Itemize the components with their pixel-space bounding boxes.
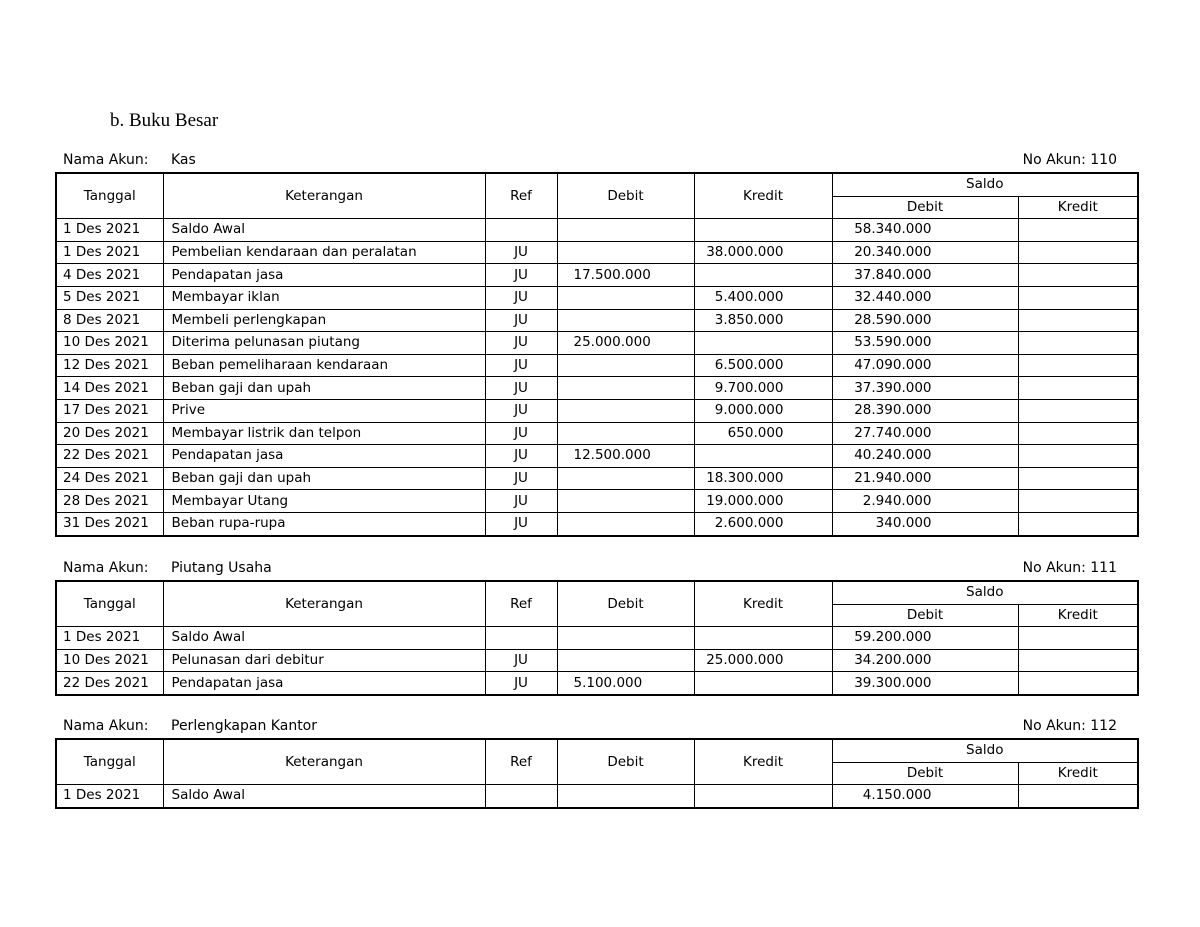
cell-ref: JU xyxy=(485,649,557,672)
cell-date: 5 Des 2021 xyxy=(56,286,163,309)
cell-description: Saldo Awal xyxy=(163,219,485,242)
cell-description: Membayar Utang xyxy=(163,490,485,513)
cell-saldo-debit: 58.340.000 xyxy=(832,219,1018,242)
cell-ref xyxy=(485,219,557,242)
cell-description: Beban pemeliharaan kendaraan xyxy=(163,354,485,377)
account-header xyxy=(55,718,1137,738)
cell-debit xyxy=(557,785,694,808)
header-tanggal: Tanggal xyxy=(56,173,163,219)
cell-ref: JU xyxy=(485,467,557,490)
header-saldo-debit: Debit xyxy=(832,196,1018,219)
ledger-table xyxy=(55,738,1139,809)
cell-date: 22 Des 2021 xyxy=(56,445,163,468)
cell-saldo-kredit xyxy=(1018,309,1138,332)
cell-saldo-debit: 40.240.000 xyxy=(832,445,1018,468)
header-debit: Debit xyxy=(557,173,694,219)
table-row xyxy=(56,309,1138,332)
table-row xyxy=(56,467,1138,490)
cell-date: 28 Des 2021 xyxy=(56,490,163,513)
header-kredit: Kredit xyxy=(694,173,832,219)
account-name: Piutang Usaha xyxy=(171,560,272,576)
cell-saldo-kredit xyxy=(1018,286,1138,309)
cell-date: 8 Des 2021 xyxy=(56,309,163,332)
header-keterangan: Keterangan xyxy=(163,581,485,627)
cell-kredit: 9.000.000 xyxy=(694,399,832,422)
cell-saldo-kredit xyxy=(1018,512,1138,535)
cell-ref: JU xyxy=(485,241,557,264)
header-saldo: Saldo xyxy=(832,739,1138,762)
cell-ref: JU xyxy=(485,309,557,332)
cell-description: Beban gaji dan upah xyxy=(163,377,485,400)
cell-ref: JU xyxy=(485,399,557,422)
cell-kredit: 650.000 xyxy=(694,422,832,445)
cell-kredit xyxy=(694,672,832,695)
header-row xyxy=(56,581,1138,604)
cell-kredit: 5.400.000 xyxy=(694,286,832,309)
cell-ref: JU xyxy=(485,672,557,695)
cell-date: 24 Des 2021 xyxy=(56,467,163,490)
header-saldo-debit: Debit xyxy=(832,762,1018,785)
cell-saldo-kredit xyxy=(1018,241,1138,264)
account-name: Perlengkapan Kantor xyxy=(171,718,318,734)
cell-saldo-kredit xyxy=(1018,264,1138,287)
cell-description: Membayar iklan xyxy=(163,286,485,309)
header-kredit: Kredit xyxy=(694,739,832,785)
cell-saldo-kredit xyxy=(1018,354,1138,377)
account-name-label: Nama Akun: xyxy=(63,718,149,734)
cell-ref: JU xyxy=(485,264,557,287)
account-number: No Akun: 110 xyxy=(1022,152,1117,168)
cell-date: 20 Des 2021 xyxy=(56,422,163,445)
cell-date: 31 Des 2021 xyxy=(56,512,163,535)
header-debit: Debit xyxy=(557,581,694,627)
cell-saldo-kredit xyxy=(1018,490,1138,513)
account-header xyxy=(55,560,1137,580)
cell-saldo-kredit xyxy=(1018,219,1138,242)
cell-kredit: 2.600.000 xyxy=(694,512,832,535)
cell-ref xyxy=(485,627,557,650)
cell-kredit: 3.850.000 xyxy=(694,309,832,332)
cell-debit xyxy=(557,399,694,422)
account-name: Kas xyxy=(171,152,196,168)
cell-date: 22 Des 2021 xyxy=(56,672,163,695)
cell-debit xyxy=(557,377,694,400)
cell-debit xyxy=(557,219,694,242)
cell-description: Pendapatan jasa xyxy=(163,445,485,468)
cell-saldo-debit: 37.390.000 xyxy=(832,377,1018,400)
page-title: b. Buku Besar xyxy=(110,110,219,131)
cell-ref: JU xyxy=(485,377,557,400)
cell-description: Beban rupa-rupa xyxy=(163,512,485,535)
table-row xyxy=(56,219,1138,242)
cell-saldo-debit: 28.390.000 xyxy=(832,399,1018,422)
table-row xyxy=(56,377,1138,400)
cell-kredit xyxy=(694,332,832,355)
cell-saldo-debit: 53.590.000 xyxy=(832,332,1018,355)
cell-kredit: 38.000.000 xyxy=(694,241,832,264)
cell-saldo-debit: 39.300.000 xyxy=(832,672,1018,695)
header-saldo-debit: Debit xyxy=(832,604,1018,627)
cell-description: Beban gaji dan upah xyxy=(163,467,485,490)
cell-description: Prive xyxy=(163,399,485,422)
cell-debit xyxy=(557,241,694,264)
cell-ref: JU xyxy=(485,490,557,513)
cell-date: 1 Des 2021 xyxy=(56,241,163,264)
cell-ref: JU xyxy=(485,445,557,468)
cell-description: Diterima pelunasan piutang xyxy=(163,332,485,355)
cell-date: 1 Des 2021 xyxy=(56,219,163,242)
cell-saldo-kredit xyxy=(1018,649,1138,672)
cell-debit xyxy=(557,286,694,309)
account-name-label: Nama Akun: xyxy=(63,560,149,576)
cell-ref: JU xyxy=(485,512,557,535)
cell-saldo-debit: 28.590.000 xyxy=(832,309,1018,332)
table-row xyxy=(56,264,1138,287)
cell-description: Pembelian kendaraan dan peralatan xyxy=(163,241,485,264)
cell-saldo-debit: 21.940.000 xyxy=(832,467,1018,490)
account-number: No Akun: 111 xyxy=(1022,560,1117,576)
cell-description: Membayar listrik dan telpon xyxy=(163,422,485,445)
ledger-table xyxy=(55,172,1139,537)
cell-saldo-kredit xyxy=(1018,785,1138,808)
table-row xyxy=(56,399,1138,422)
cell-description: Saldo Awal xyxy=(163,627,485,650)
cell-kredit xyxy=(694,445,832,468)
cell-debit xyxy=(557,512,694,535)
header-saldo: Saldo xyxy=(832,173,1138,196)
header-keterangan: Keterangan xyxy=(163,739,485,785)
cell-ref xyxy=(485,785,557,808)
cell-date: 1 Des 2021 xyxy=(56,785,163,808)
cell-saldo-debit: 4.150.000 xyxy=(832,785,1018,808)
table-row xyxy=(56,445,1138,468)
cell-date: 4 Des 2021 xyxy=(56,264,163,287)
cell-saldo-kredit xyxy=(1018,445,1138,468)
cell-debit: 12.500.000 xyxy=(557,445,694,468)
table-row xyxy=(56,672,1138,695)
table-row xyxy=(56,512,1138,535)
cell-debit: 5.100.000 xyxy=(557,672,694,695)
cell-saldo-kredit xyxy=(1018,627,1138,650)
cell-saldo-debit: 340.000 xyxy=(832,512,1018,535)
cell-debit xyxy=(557,309,694,332)
table-row xyxy=(56,785,1138,808)
cell-saldo-debit: 32.440.000 xyxy=(832,286,1018,309)
cell-kredit xyxy=(694,785,832,808)
cell-debit xyxy=(557,422,694,445)
cell-saldo-kredit xyxy=(1018,332,1138,355)
header-tanggal: Tanggal xyxy=(56,581,163,627)
cell-description: Pelunasan dari debitur xyxy=(163,649,485,672)
cell-date: 10 Des 2021 xyxy=(56,649,163,672)
cell-saldo-debit: 37.840.000 xyxy=(832,264,1018,287)
header-ref: Ref xyxy=(485,173,557,219)
cell-kredit: 25.000.000 xyxy=(694,649,832,672)
cell-debit xyxy=(557,649,694,672)
table-row xyxy=(56,286,1138,309)
table-row xyxy=(56,422,1138,445)
cell-description: Pendapatan jasa xyxy=(163,264,485,287)
header-tanggal: Tanggal xyxy=(56,739,163,785)
table-row xyxy=(56,490,1138,513)
cell-saldo-kredit xyxy=(1018,467,1138,490)
cell-debit xyxy=(557,354,694,377)
cell-saldo-debit: 47.090.000 xyxy=(832,354,1018,377)
cell-kredit xyxy=(694,627,832,650)
cell-date: 17 Des 2021 xyxy=(56,399,163,422)
cell-saldo-kredit xyxy=(1018,422,1138,445)
cell-date: 14 Des 2021 xyxy=(56,377,163,400)
header-kredit: Kredit xyxy=(694,581,832,627)
cell-kredit: 19.000.000 xyxy=(694,490,832,513)
ledger-piutang-usaha xyxy=(55,560,1137,696)
cell-kredit xyxy=(694,264,832,287)
cell-saldo-debit: 2.940.000 xyxy=(832,490,1018,513)
header-ref: Ref xyxy=(485,581,557,627)
account-header xyxy=(55,152,1137,172)
cell-saldo-kredit xyxy=(1018,399,1138,422)
cell-date: 1 Des 2021 xyxy=(56,627,163,650)
cell-date: 10 Des 2021 xyxy=(56,332,163,355)
header-saldo-kredit: Kredit xyxy=(1018,604,1138,627)
cell-saldo-debit: 27.740.000 xyxy=(832,422,1018,445)
cell-kredit: 18.300.000 xyxy=(694,467,832,490)
header-saldo-kredit: Kredit xyxy=(1018,762,1138,785)
cell-saldo-debit: 59.200.000 xyxy=(832,627,1018,650)
cell-debit xyxy=(557,490,694,513)
account-name-label: Nama Akun: xyxy=(63,152,149,168)
header-debit: Debit xyxy=(557,739,694,785)
header-saldo-kredit: Kredit xyxy=(1018,196,1138,219)
account-number: No Akun: 112 xyxy=(1022,718,1117,734)
header-row xyxy=(56,739,1138,762)
cell-ref: JU xyxy=(485,354,557,377)
ledger-table xyxy=(55,580,1139,696)
table-row xyxy=(56,354,1138,377)
header-saldo: Saldo xyxy=(832,581,1138,604)
cell-ref: JU xyxy=(485,332,557,355)
ledger-kas xyxy=(55,152,1137,537)
cell-description: Membeli perlengkapan xyxy=(163,309,485,332)
cell-kredit: 6.500.000 xyxy=(694,354,832,377)
cell-kredit xyxy=(694,219,832,242)
cell-debit: 17.500.000 xyxy=(557,264,694,287)
header-row xyxy=(56,173,1138,196)
table-row xyxy=(56,241,1138,264)
cell-saldo-debit: 20.340.000 xyxy=(832,241,1018,264)
header-ref: Ref xyxy=(485,739,557,785)
cell-debit: 25.000.000 xyxy=(557,332,694,355)
cell-debit xyxy=(557,627,694,650)
cell-ref: JU xyxy=(485,422,557,445)
table-row xyxy=(56,627,1138,650)
table-row xyxy=(56,649,1138,672)
cell-ref: JU xyxy=(485,286,557,309)
cell-saldo-kredit xyxy=(1018,377,1138,400)
ledger-perlengkapan-kantor xyxy=(55,718,1137,809)
cell-saldo-debit: 34.200.000 xyxy=(832,649,1018,672)
cell-description: Saldo Awal xyxy=(163,785,485,808)
cell-saldo-kredit xyxy=(1018,672,1138,695)
cell-description: Pendapatan jasa xyxy=(163,672,485,695)
table-row xyxy=(56,332,1138,355)
cell-debit xyxy=(557,467,694,490)
cell-date: 12 Des 2021 xyxy=(56,354,163,377)
header-keterangan: Keterangan xyxy=(163,173,485,219)
cell-kredit: 9.700.000 xyxy=(694,377,832,400)
